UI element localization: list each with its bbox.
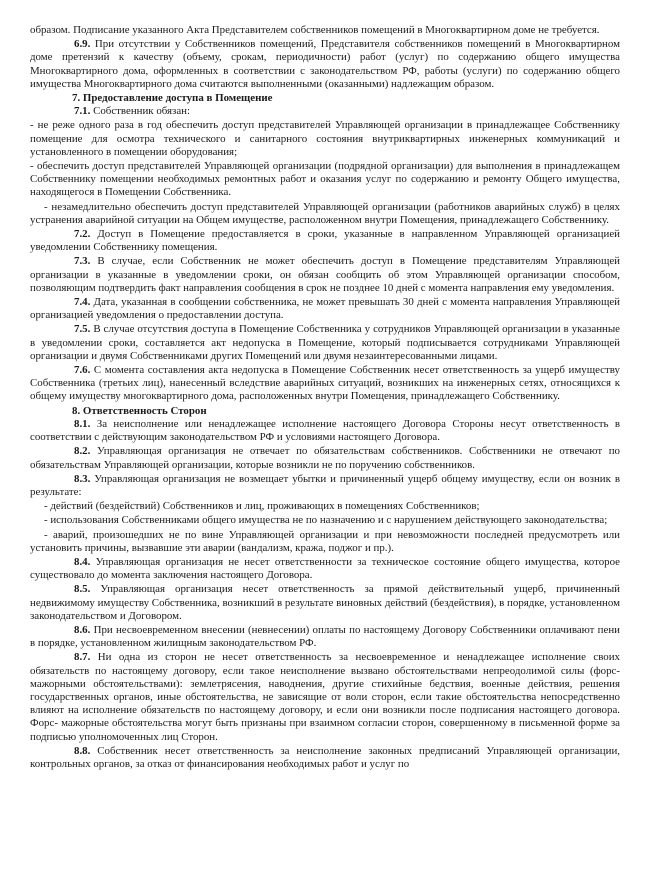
paragraph-text: При несвоевременном внесении (невнесении) оплаты по настоящему Договору Собственники оплачивают пени в порядке, установленном жилищным законодательством РФ. bbox=[30, 623, 621, 650]
clause-number: 8.7. bbox=[74, 651, 98, 664]
paragraph bbox=[30, 119, 620, 159]
clause-number: 7.1. bbox=[74, 105, 94, 118]
clause-paragraph bbox=[30, 583, 620, 623]
clause-number: 7.3. bbox=[74, 255, 98, 268]
clause-paragraph bbox=[30, 323, 620, 363]
paragraph-text: В случае, если Собственник не может обеспечить доступ в Помещение представителям Управляющей организации в указанные в уведомлении сроки, он обязан сообщить об этом Управляющей организации способом, позволяющим подтвердить факт направления сообщения в срок не позднее 10 дней с момента направления ему уведомления. bbox=[30, 255, 620, 294]
paragraph-text: - не реже одного раза в год обеспечить доступ представителей Управляющей организации в принадлежащее Собственнику помещение для осмотра технического и санитарного состояния внутриквартирных инженерных коммуникаций и установленного в помещении оборудования; bbox=[30, 119, 620, 158]
clause-paragraph bbox=[30, 255, 620, 295]
clause-paragraph bbox=[30, 418, 620, 444]
paragraph-text: В случае отсутствия доступа в Помещение Собственника у сотрудников Управляющей организации в указанные в уведомлении сроки, составляется акт недопуска в Помещение, который подписывается сотрудниками Управляющей организации и двумя Собственниками других Помещений или двумя незаинтересованными лицами. bbox=[30, 323, 620, 362]
paragraph-text: Управляющая организация не несет ответственности за техническое состояние общего имущества, которое существовало до момента заключения настоящего Договора. bbox=[30, 555, 620, 582]
paragraph-text: Собственник обязан: bbox=[93, 105, 191, 118]
clause-number: 8.8. bbox=[74, 744, 98, 757]
clause-paragraph bbox=[30, 651, 620, 743]
paragraph-text: - незамедлительно обеспечить доступ представителей Управляющей организации (работников аварийных служб) в целях устранения аварийной ситуации на Общем имуществе, расположенном внутри Помещения, принадлежащего Собственнику. bbox=[30, 200, 620, 226]
paragraph-text: Дата, указанная в сообщении собственника, не может превышать 30 дней с момента направления Управляющей организацией уведомления о предоставлении доступа. bbox=[30, 296, 620, 322]
paragraph-text: Доступ в Помещение предоставляется в сроки, указанные в направленном Управляющей организацией уведомлении Собственнику помещения. bbox=[30, 228, 621, 254]
clause-paragraph bbox=[30, 296, 620, 322]
paragraph-text: При отсутствии у Собственников помещений, Представителя собственников помещений в Многоквартирном доме претензий к качеству (объему, срокам, периодичности) работ (услуг) по содержанию общего имущества Многоквартирного дома, оформленных в соответствии с законодательством РФ, работы (услуги) по содержанию общего имущества Многоквартирного дома считаются выполненными (оказанными) надлежащим образом. bbox=[30, 38, 620, 90]
clause-paragraph bbox=[30, 473, 620, 499]
clause-paragraph bbox=[30, 745, 620, 771]
paragraph-text: - аварий, произошедших не по вине Управляющей организации и при невозможности последней предусмотреть или установить причины, вызвавшие эти аварии (вандализм, кража, поджог и пр.). bbox=[30, 528, 620, 554]
clause-number: 7.2. bbox=[74, 228, 98, 241]
clause-paragraph bbox=[30, 228, 620, 254]
paragraph-text: - обеспечить доступ представителей Управляющей организации (подрядной организации) для выполнения в принадлежащем Собственнику помещении необходимых ремонтных работ и оказания услуг по содержанию и ремонту Общего имущества, находящегося в Помещении Собственника. bbox=[30, 160, 620, 199]
paragraph-text: Управляющая организация не возмещает убытки и причиненный ущерб общему имуществу, если он возник в результате: bbox=[30, 472, 621, 498]
paragraph-text: Собственник несет ответственность за неисполнение законных предписаний Управляющей организации, контрольных органов, за отказ от финансирования необходимых работ и услуг по bbox=[30, 744, 620, 770]
clause-paragraph bbox=[30, 556, 620, 582]
paragraph bbox=[30, 160, 620, 200]
paragraph-text: образом. Подписание указанного Акта Представителем собственников помещений в Многоквартирном доме не требуется. bbox=[30, 24, 600, 36]
clause-paragraph bbox=[30, 624, 620, 650]
paragraph-text: С момента составления акта недопуска в Помещение Собственник несет ответственность за ущерб имуществу Собственника (третьих лиц), нанесенный вследствие аварийных ситуаций, возникших на инженерных сетях, относящихся к общему имуществу многоквартирного дома, расположенных внутри Помещения, принадлежащего Собственнику. bbox=[30, 364, 620, 403]
paragraph bbox=[30, 500, 620, 513]
paragraph-text: Ни одна из сторон не несет ответственность за несвоевременное и ненадлежащее исполнение своих обязательств по настоящему договору, если такое неисполнение вызвано обстоятельствами непреодолимой силы (форс-мажорными обстоятельствами): землетрясения, наводнения, другие стихийные бедствия, военные действия, решения государственных органов, иные обстоятельства, не зависящие от воли сторон, если такие обстоятельства непосредственно влияют на исполнение обязательств по настоящему договору, и если они возникли после подписания настоящего договора. Форс- мажорные обстоятельства могут быть признаны при взаимном согласии сторон, совершенному в письменной форме за подписью уполномоченных лиц Сторон. bbox=[30, 651, 621, 743]
paragraph-text: За неисполнение или ненадлежащее исполнение настоящего Договора Стороны несут ответственность в соответствии с действующим законодательством РФ и условиями настоящего Договора. bbox=[30, 417, 620, 444]
paragraph bbox=[30, 514, 620, 527]
clause-number: 7.6. bbox=[74, 364, 94, 377]
paragraph bbox=[30, 24, 620, 37]
paragraph-text: Управляющая организация не отвечает по обязательствам собственников. Собственники не отвечают по обязательствам Управляющей организации, которые возникли не по поручению собственников. bbox=[30, 445, 620, 471]
clause-number: 8.6. bbox=[74, 623, 94, 636]
clause-paragraph bbox=[30, 364, 620, 404]
clause-paragraph bbox=[30, 445, 620, 471]
paragraph-text: Управляющая организация несет ответственность за прямой действительный ущерб, причиненный недвижимому имуществу Собственника, возникший в результате виновных действий (бездействия), в порядке, установленном законодательством и Договором. bbox=[30, 583, 620, 622]
clause-number: 8.2. bbox=[74, 445, 97, 458]
clause-number: 8.1. bbox=[74, 417, 97, 430]
clause-number: 8.4. bbox=[74, 555, 96, 568]
clause-number: 7.5. bbox=[74, 323, 94, 336]
clause-number: 8.3. bbox=[74, 472, 95, 485]
clause-number: 7.4. bbox=[74, 296, 94, 309]
clause-number: 8.5. bbox=[74, 583, 101, 596]
clause-paragraph bbox=[30, 105, 620, 118]
clause-paragraph bbox=[30, 38, 620, 91]
paragraph-text: - использования Собственниками общего имущества не по назначению и с нарушением действующего законодательства; bbox=[44, 514, 608, 527]
paragraph bbox=[30, 529, 620, 555]
paragraph bbox=[30, 201, 620, 227]
section-heading: 8. Ответственность Сторон bbox=[72, 404, 207, 417]
paragraph-text: - действий (бездействий) Собственников и лиц, проживающих в помещениях Собственников; bbox=[44, 500, 480, 513]
section-heading: 7. Предоставление доступа в Помещение bbox=[72, 92, 273, 105]
clause-number: 6.9. bbox=[74, 38, 95, 51]
